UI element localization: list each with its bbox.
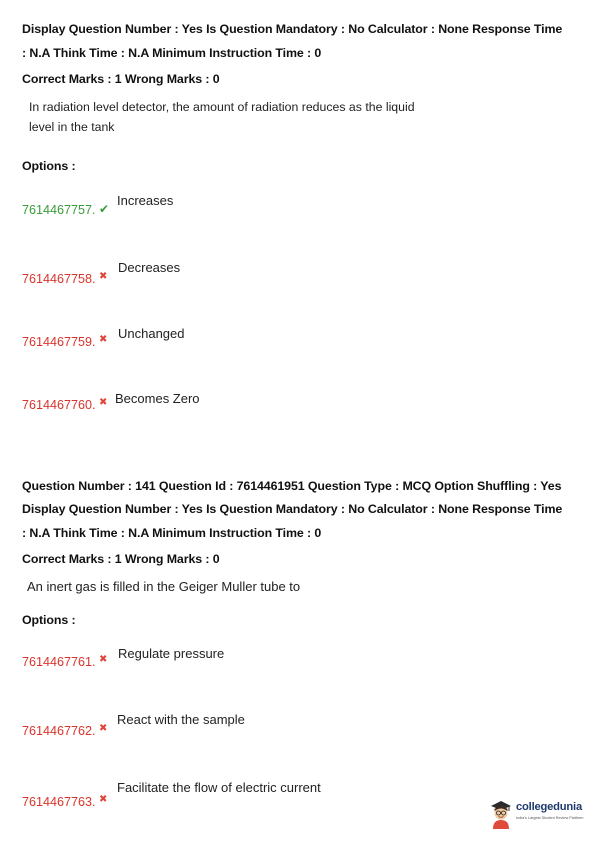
options-label: Options : [22, 159, 76, 173]
wrong-cross-icon: ✖ [99, 334, 108, 345]
marks-line: Correct Marks : 1 Wrong Marks : 0 [22, 72, 220, 86]
option-text: React with the sample [117, 712, 245, 727]
option-id: 7614467758. [22, 272, 96, 286]
wrong-cross-icon: ✖ [99, 397, 108, 408]
logo-tagline: India's Largest Student Review Platform [516, 816, 584, 820]
option-text: Increases [117, 193, 174, 208]
wrong-cross-icon: ✖ [99, 794, 108, 805]
question-meta-line: Display Question Number : Yes Is Question Mandatory : No Calculator : None Response Time [22, 502, 563, 516]
options-label: Options : [22, 613, 76, 627]
question-text: An inert gas is filled in the Geiger Muller tube to [27, 579, 301, 594]
option-text: Becomes Zero [115, 391, 200, 406]
option-id: 7614467759. [22, 335, 96, 349]
wrong-cross-icon: ✖ [99, 271, 108, 282]
question-meta-line: Display Question Number : Yes Is Question Mandatory : No Calculator : None Response Time [22, 22, 563, 36]
question-header: Question Number : 141 Question Id : 7614461951 Question Type : MCQ Option Shuffling : Yes [22, 479, 562, 493]
option-text: Facilitate the flow of electric current [117, 780, 321, 795]
wrong-cross-icon: ✖ [99, 723, 108, 734]
question-text: level in the tank [29, 120, 115, 134]
collegedunia-logo[interactable] [488, 797, 588, 831]
question-meta-line: : N.A Think Time : N.A Minimum Instruction Time : 0 [22, 526, 322, 540]
option-id: 7614467757. [22, 203, 96, 217]
wrong-cross-icon: ✖ [99, 654, 108, 665]
marks-line: Correct Marks : 1 Wrong Marks : 0 [22, 552, 220, 566]
question-text: In radiation level detector, the amount of radiation reduces as the liquid [29, 100, 415, 114]
student-avatar-icon [488, 797, 514, 829]
option-id: 7614467762. [22, 724, 96, 738]
question-meta-line: : N.A Think Time : N.A Minimum Instruction Time : 0 [22, 46, 322, 60]
option-id: 7614467760. [22, 398, 96, 412]
option-text: Unchanged [118, 326, 185, 341]
option-id: 7614467761. [22, 655, 96, 669]
correct-check-icon: ✔ [99, 202, 110, 216]
logo-name: collegedunia [516, 801, 582, 813]
option-text: Decreases [118, 260, 181, 275]
option-id: 7614467763. [22, 795, 96, 809]
option-text: Regulate pressure [118, 646, 225, 661]
